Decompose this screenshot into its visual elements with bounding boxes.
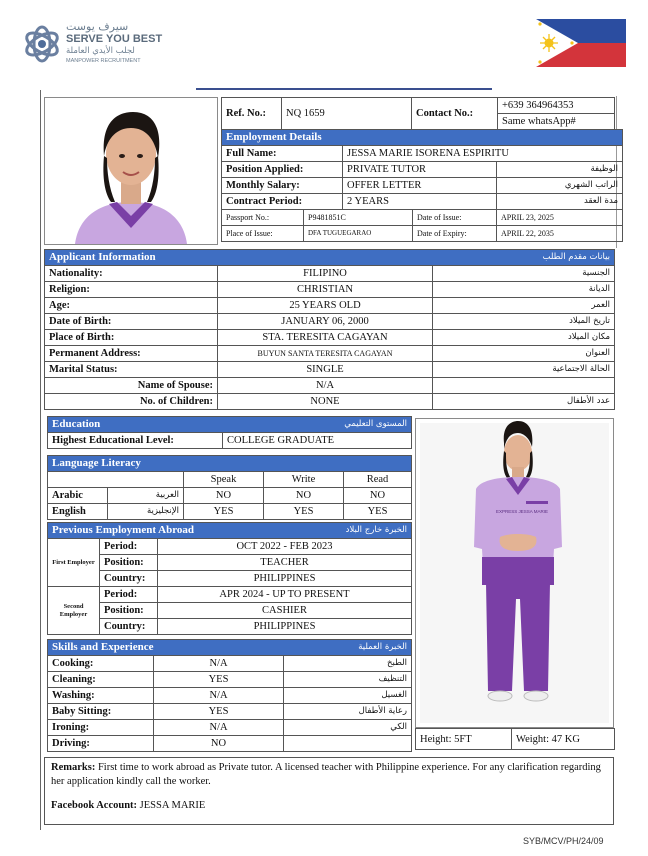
write-header: Write bbox=[264, 472, 344, 488]
place-issue-value: DFA TUGUEGARAO bbox=[304, 226, 413, 242]
previous-employment-table bbox=[47, 522, 412, 635]
employment-details-title: Employment Details bbox=[222, 130, 623, 146]
address-value: BUYUN SANTA TERESITA CAGAYAN bbox=[218, 346, 433, 362]
language-header-blank bbox=[48, 472, 184, 488]
babysitting-value: YES bbox=[154, 704, 284, 720]
ironing-value: N/A bbox=[154, 720, 284, 736]
salary-label: Monthly Salary: bbox=[222, 178, 343, 194]
philippine-flag-icon bbox=[536, 19, 626, 67]
washing-arabic: الغسيل bbox=[284, 688, 412, 704]
babysitting-arabic: رعاية الأطفال bbox=[284, 704, 412, 720]
second-employer-label: Second Employer bbox=[48, 587, 100, 635]
passport-label: Passport No.: bbox=[222, 210, 304, 226]
logo-arabic: سيرف يوست bbox=[66, 20, 129, 33]
driving-label: Driving: bbox=[48, 736, 154, 752]
second-position-label: Position: bbox=[100, 603, 158, 619]
contact-label: Contact No.: bbox=[412, 98, 498, 130]
ironing-arabic: الكي bbox=[284, 720, 412, 736]
facebook-line bbox=[51, 799, 607, 813]
pob-arabic: مكان الميلاد bbox=[433, 330, 615, 346]
second-country-value: PHILIPPINES bbox=[158, 619, 412, 635]
document-code: SYB/MCV/PH/24/09 bbox=[523, 836, 604, 846]
cleaning-value: YES bbox=[154, 672, 284, 688]
nationality-label: Nationality: bbox=[45, 266, 218, 282]
dob-arabic: تاريخ الميلاد bbox=[433, 314, 615, 330]
full-name-value: JESSA MARIE ISORENA ESPIRITU bbox=[343, 146, 623, 162]
first-period-value: OCT 2022 - FEB 2023 bbox=[158, 539, 412, 555]
first-employer-label: First Employer bbox=[48, 539, 100, 587]
arabic-language-arabic: العربية bbox=[108, 488, 184, 504]
nationality-value: FILIPINO bbox=[218, 266, 433, 282]
education-table bbox=[47, 416, 412, 449]
age-arabic: العمر bbox=[433, 298, 615, 314]
education-level-value: COLLEGE GRADUATE bbox=[223, 433, 412, 449]
dob-value: JANUARY 06, 2000 bbox=[218, 314, 433, 330]
skills-title-arabic: الخبرة العملية bbox=[358, 642, 407, 652]
full-body-photo bbox=[415, 418, 614, 728]
place-issue-label: Place of Issue: bbox=[222, 226, 304, 242]
logo-arabic-sub: لجلب الأيدي العاملة bbox=[66, 46, 135, 56]
contact-value: +639 364964353 bbox=[498, 98, 615, 114]
marital-label: Marital Status: bbox=[45, 362, 218, 378]
contract-arabic: مدة العقد bbox=[497, 194, 623, 210]
header-divider bbox=[196, 88, 492, 90]
arabic-language-label: Arabic bbox=[48, 488, 108, 504]
applicant-info-title: Applicant Information bbox=[49, 251, 156, 263]
previous-employment-title: Previous Employment Abroad bbox=[52, 524, 194, 536]
first-period-label: Period: bbox=[100, 539, 158, 555]
salary-arabic: الراتب الشهري bbox=[497, 178, 623, 194]
religion-arabic: الديانة bbox=[433, 282, 615, 298]
english-write: YES bbox=[264, 504, 344, 520]
dob-label: Date of Birth: bbox=[45, 314, 218, 330]
first-country-value: PHILIPPINES bbox=[158, 571, 412, 587]
education-title-arabic: المستوى التعليمي bbox=[344, 419, 407, 429]
previous-employment-title-arabic: الخبرة خارج البلاد bbox=[345, 525, 408, 535]
issue-date-value: APRIL 23, 2025 bbox=[497, 210, 623, 226]
second-position-value: CASHIER bbox=[158, 603, 412, 619]
driving-arabic bbox=[284, 736, 412, 752]
second-country-label: Country: bbox=[100, 619, 158, 635]
first-country-label: Country: bbox=[100, 571, 158, 587]
ref-label: Ref. No.: bbox=[222, 98, 282, 130]
education-title: Education bbox=[52, 418, 101, 430]
issue-date-label: Date of Issue: bbox=[413, 210, 497, 226]
language-literacy-title: Language Literacy bbox=[48, 456, 412, 472]
skills-table bbox=[47, 639, 412, 752]
contact-note: Same whatsApp# bbox=[498, 114, 615, 130]
passport-value: P9481851C bbox=[304, 210, 413, 226]
education-level-label: Highest Educational Level: bbox=[48, 433, 223, 449]
babysitting-label: Baby Sitting: bbox=[48, 704, 154, 720]
position-value: PRIVATE TUTOR bbox=[343, 162, 497, 178]
spouse-label: Name of Spouse: bbox=[45, 378, 218, 394]
marital-value: SINGLE bbox=[218, 362, 433, 378]
body-measurements-table bbox=[415, 728, 615, 750]
contract-label: Contract Period: bbox=[222, 194, 343, 210]
header-table bbox=[221, 97, 615, 130]
second-period-label: Period: bbox=[100, 587, 158, 603]
spouse-arabic bbox=[433, 378, 615, 394]
position-arabic: الوظيفة bbox=[497, 162, 623, 178]
contract-value: 2 YEARS bbox=[343, 194, 497, 210]
age-value: 25 YEARS OLD bbox=[218, 298, 433, 314]
remarks-paragraph bbox=[51, 761, 607, 789]
religion-value: CHRISTIAN bbox=[218, 282, 433, 298]
remarks-text: First time to work abroad as Private tutor. A licensed teacher with Philippine experience. For any clarification regarding her application kindly call the worker. bbox=[51, 762, 601, 787]
facebook-label: Facebook Account: bbox=[51, 800, 138, 811]
company-logo bbox=[22, 20, 163, 70]
cleaning-label: Cleaning: bbox=[48, 672, 154, 688]
children-arabic: عدد الأطفال bbox=[433, 394, 615, 410]
skills-title: Skills and Experience bbox=[52, 641, 154, 653]
cooking-value: N/A bbox=[154, 656, 284, 672]
remarks-label: Remarks: bbox=[51, 762, 96, 773]
washing-value: N/A bbox=[154, 688, 284, 704]
weight-value: Weight: 47 KG bbox=[512, 729, 615, 750]
logo-emblem-icon bbox=[22, 22, 62, 66]
ironing-label: Ironing: bbox=[48, 720, 154, 736]
nationality-arabic: الجنسية bbox=[433, 266, 615, 282]
children-label: No. of Children: bbox=[45, 394, 218, 410]
english-language-arabic: الإنجليزية bbox=[108, 504, 184, 520]
speak-header: Speak bbox=[184, 472, 264, 488]
english-speak: YES bbox=[184, 504, 264, 520]
address-label: Permanent Address: bbox=[45, 346, 218, 362]
pob-label: Place of Birth: bbox=[45, 330, 218, 346]
arabic-read: NO bbox=[344, 488, 412, 504]
english-read: YES bbox=[344, 504, 412, 520]
expiry-label: Date of Expiry: bbox=[413, 226, 497, 242]
marital-arabic: الحالة الاجتماعية bbox=[433, 362, 615, 378]
applicant-info-table bbox=[44, 249, 615, 410]
full-name-label: Full Name: bbox=[222, 146, 343, 162]
arabic-speak: NO bbox=[184, 488, 264, 504]
uniform-text: EXPRESS JESSA MARIE bbox=[496, 509, 549, 514]
language-literacy-table bbox=[47, 455, 412, 520]
expiry-value: APRIL 22, 2035 bbox=[497, 226, 623, 242]
portrait-photo bbox=[44, 97, 218, 245]
age-label: Age: bbox=[45, 298, 218, 314]
logo-subtitle: MANPOWER RECRUITMENT bbox=[66, 58, 141, 64]
driving-value: NO bbox=[154, 736, 284, 752]
cooking-label: Cooking: bbox=[48, 656, 154, 672]
logo-english: SERVE YOU BEST bbox=[66, 33, 163, 45]
first-position-label: Position: bbox=[100, 555, 158, 571]
left-margin-rule bbox=[40, 90, 41, 830]
first-position-value: TEACHER bbox=[158, 555, 412, 571]
facebook-value: JESSA MARIE bbox=[139, 800, 206, 811]
washing-label: Washing: bbox=[48, 688, 154, 704]
ref-value: NQ 1659 bbox=[282, 98, 412, 130]
pob-value: STA. TERESITA CAGAYAN bbox=[218, 330, 433, 346]
children-value: NONE bbox=[218, 394, 433, 410]
height-value: Height: 5FT bbox=[416, 729, 512, 750]
employment-details-table bbox=[221, 129, 623, 242]
cooking-arabic: الطبخ bbox=[284, 656, 412, 672]
spouse-value: N/A bbox=[218, 378, 433, 394]
address-arabic: العنوان bbox=[433, 346, 615, 362]
remarks-box bbox=[44, 757, 614, 825]
applicant-info-title-arabic: بيانات مقدم الطلب bbox=[542, 252, 611, 262]
salary-value: OFFER LETTER bbox=[343, 178, 497, 194]
religion-label: Religion: bbox=[45, 282, 218, 298]
arabic-write: NO bbox=[264, 488, 344, 504]
english-language-label: English bbox=[48, 504, 108, 520]
cleaning-arabic: التنظيف bbox=[284, 672, 412, 688]
read-header: Read bbox=[344, 472, 412, 488]
position-label: Position Applied: bbox=[222, 162, 343, 178]
second-period-value: APR 2024 - UP TO PRESENT bbox=[158, 587, 412, 603]
